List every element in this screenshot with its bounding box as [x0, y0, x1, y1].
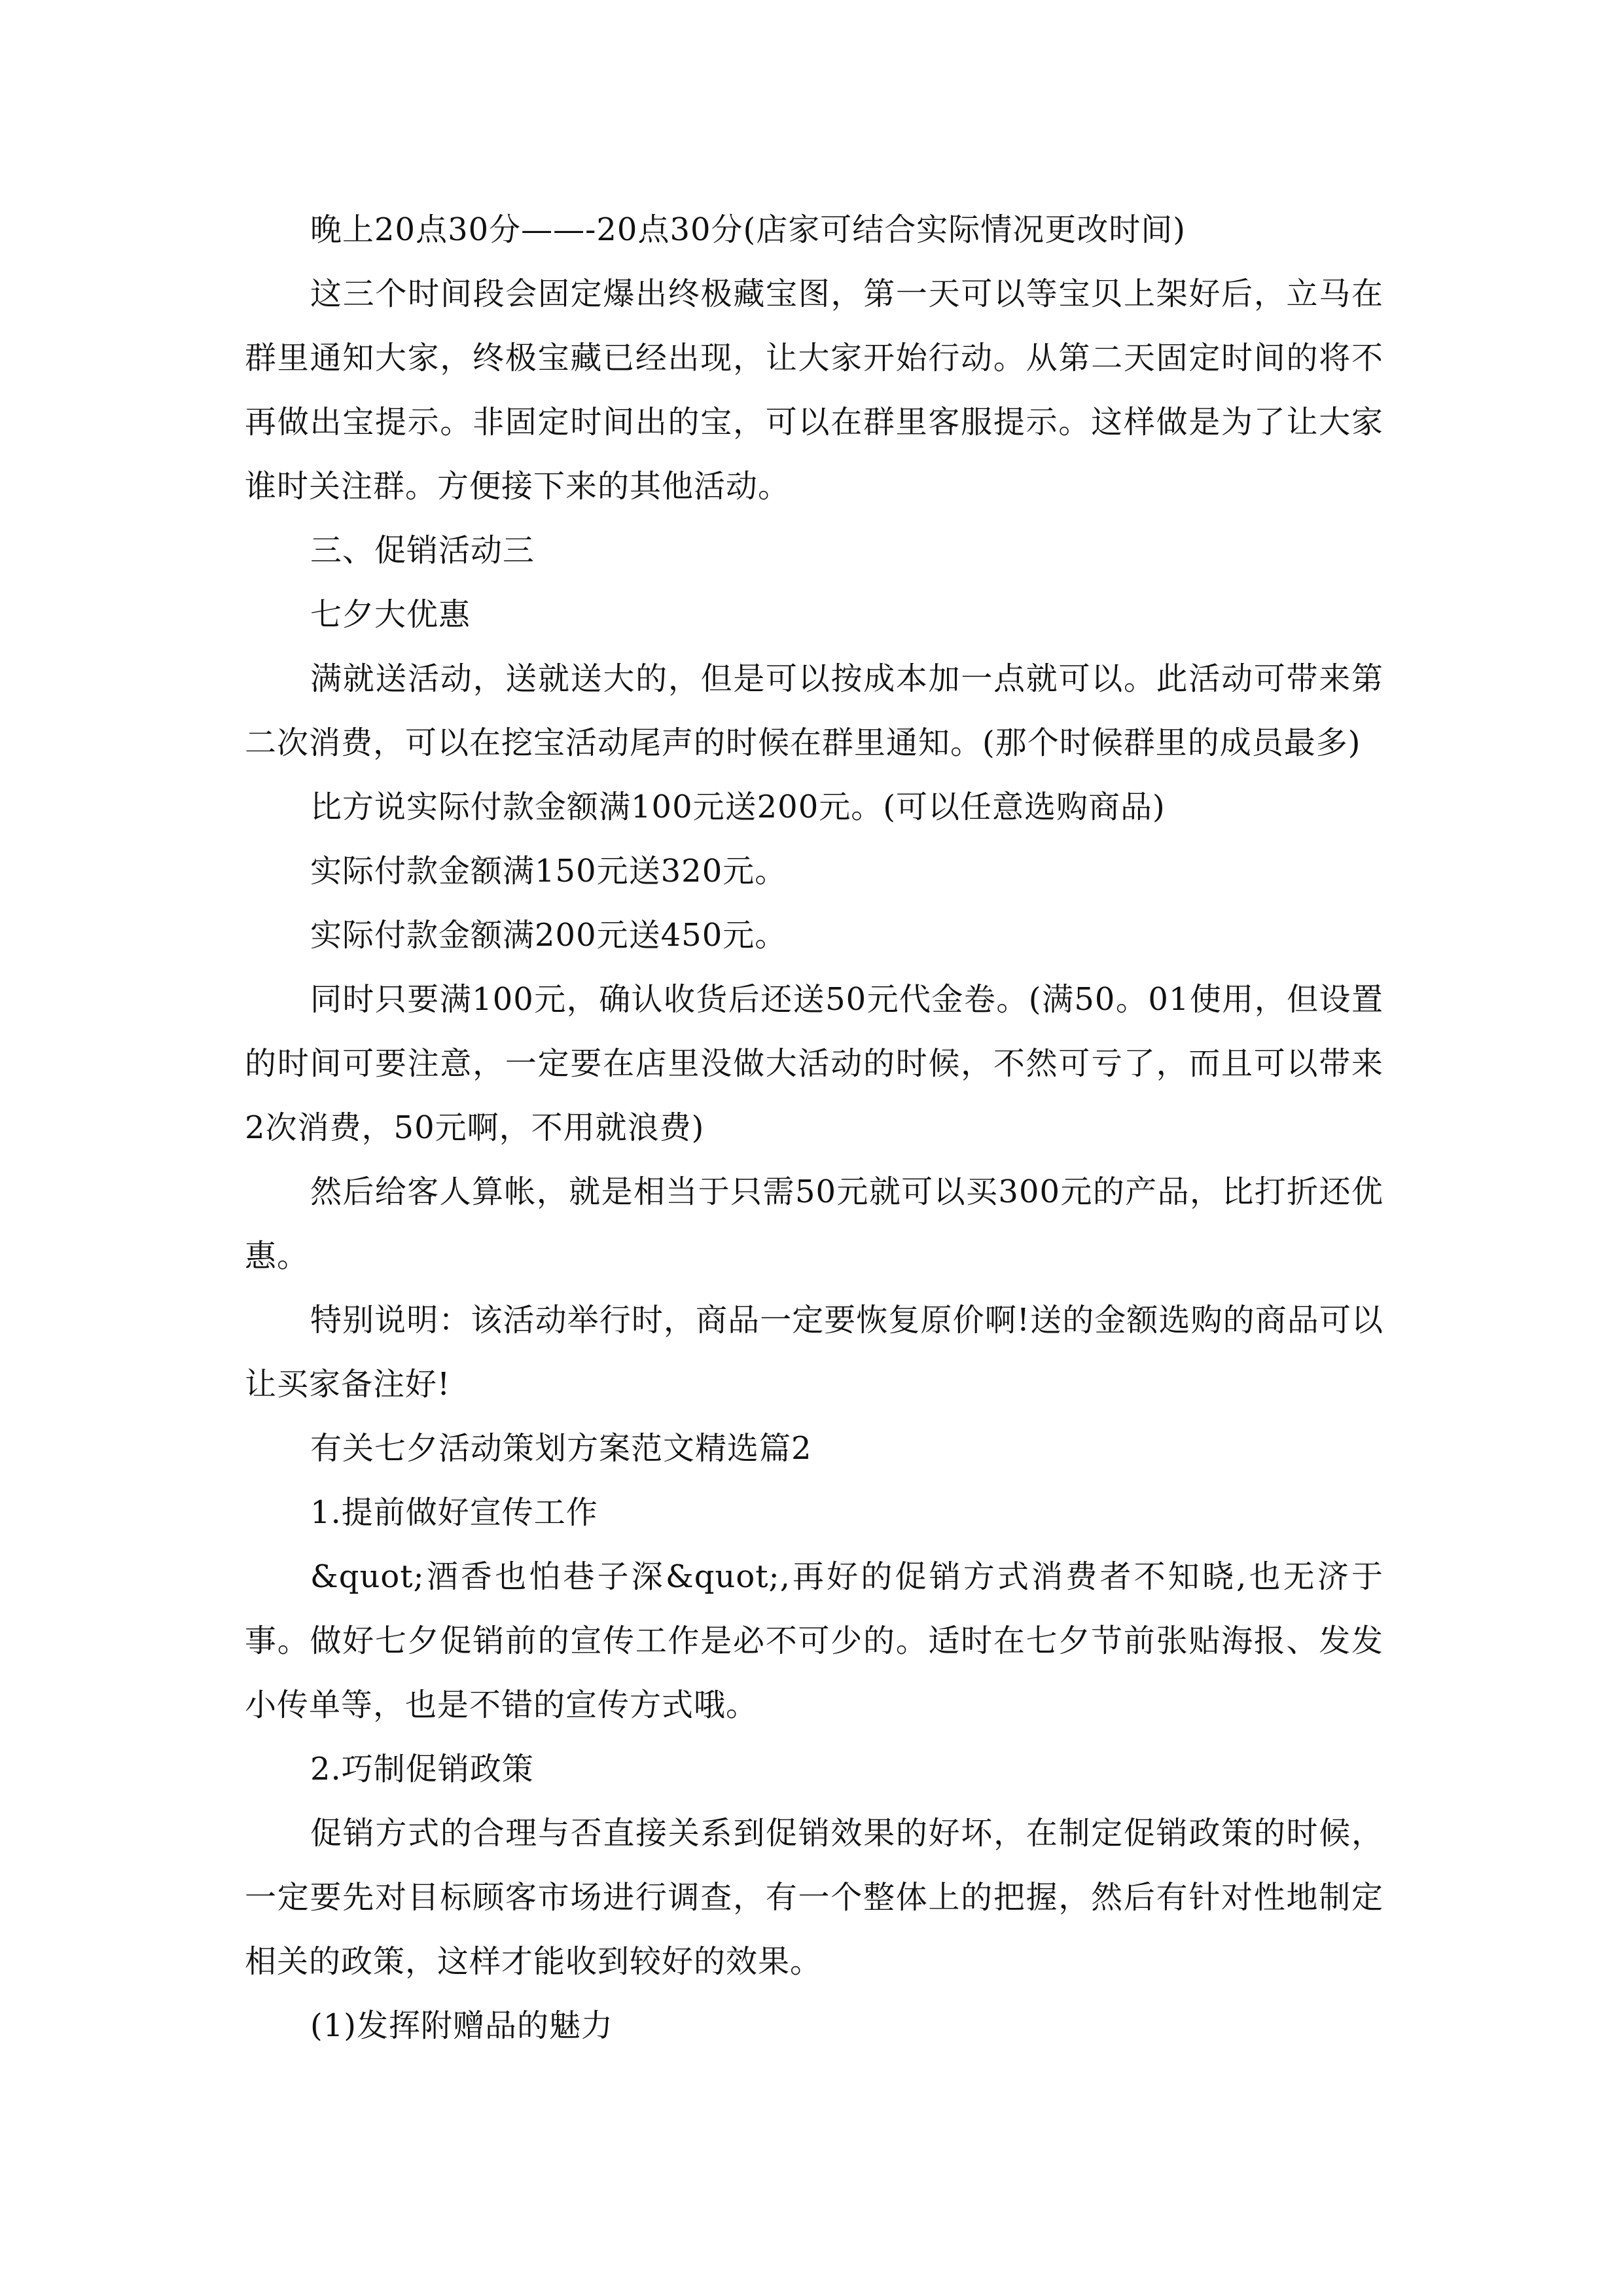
paragraph-time-slot: 晚上20点30分——-20点30分(店家可结合实际情况更改时间): [310, 211, 1186, 248]
paragraph-treasure-map: 这三个时间段会固定爆出终极藏宝图，第一天可以等宝贝上架好后，立马在群里通知大家，终极宝藏已经出现，让大家开始行动。从第二天固定时间的将不再做出宝提示。非固定时间出的宝，可以在群里客服提示。这样做是为了让大家谁时关注群。方便接下来的其他活动。: [245, 276, 1383, 505]
paragraph-special-note: 特别说明：该活动举行时，商品一定要恢复原价啊!送的金额选购的商品可以让买家备注好!: [245, 1302, 1383, 1403]
paragraph-promotion-policy: 促销方式的合理与否直接关系到促销效果的好坏，在制定促销政策的时候，一定要先对目标顾客市场进行调查，有一个整体上的把握，然后有针对性地制定相关的政策，这样才能收到较好的效果。: [245, 1815, 1383, 1980]
paragraph-tier-200: 实际付款金额满200元送450元。: [310, 917, 787, 954]
document-body: [245, 198, 1383, 2058]
heading-qixi-discount: 七夕大优惠: [310, 596, 471, 633]
paragraph-tier-100: 比方说实际付款金额满100元送200元。(可以任意选购商品): [310, 789, 1166, 825]
heading-promotion-policy: 2.巧制促销政策: [310, 1751, 534, 1787]
paragraph-calculation: 然后给客人算帐，就是相当于只需50元就可以买300元的产品，比打折还优惠。: [245, 1174, 1383, 1274]
heading-gift-charm: (1)发挥附赠品的魅力: [310, 2007, 613, 2044]
paragraph-promotion-work: &quot;酒香也怕巷子深&quot;,再好的促销方式消费者不知晓,也无济于事。做好七夕促销前的宣传工作是必不可少的。适时在七夕节前张贴海报、发发小传单等，也是不错的宣传方式哦。: [245, 1558, 1383, 1723]
heading-promotion-work: 1.提前做好宣传工作: [310, 1494, 598, 1531]
heading-article-2: 有关七夕活动策划方案范文精选篇2: [310, 1430, 812, 1467]
paragraph-tier-150: 实际付款金额满150元送320元。: [310, 853, 787, 889]
paragraph-voucher: 同时只要满100元，确认收货后还送50元代金卷。(满50。01使用，但设置的时间可要注意，一定要在店里没做大活动的时候，不然可亏了，而且可以带来2次消费，50元啊，不用就浪费): [245, 981, 1383, 1146]
heading-promotion-three: 三、促销活动三: [310, 532, 535, 569]
paragraph-gift-activity: 满就送活动，送就送大的，但是可以按成本加一点就可以。此活动可带来第二次消费，可以在挖宝活动尾声的时候在群里通知。(那个时候群里的成员最多): [245, 660, 1383, 761]
